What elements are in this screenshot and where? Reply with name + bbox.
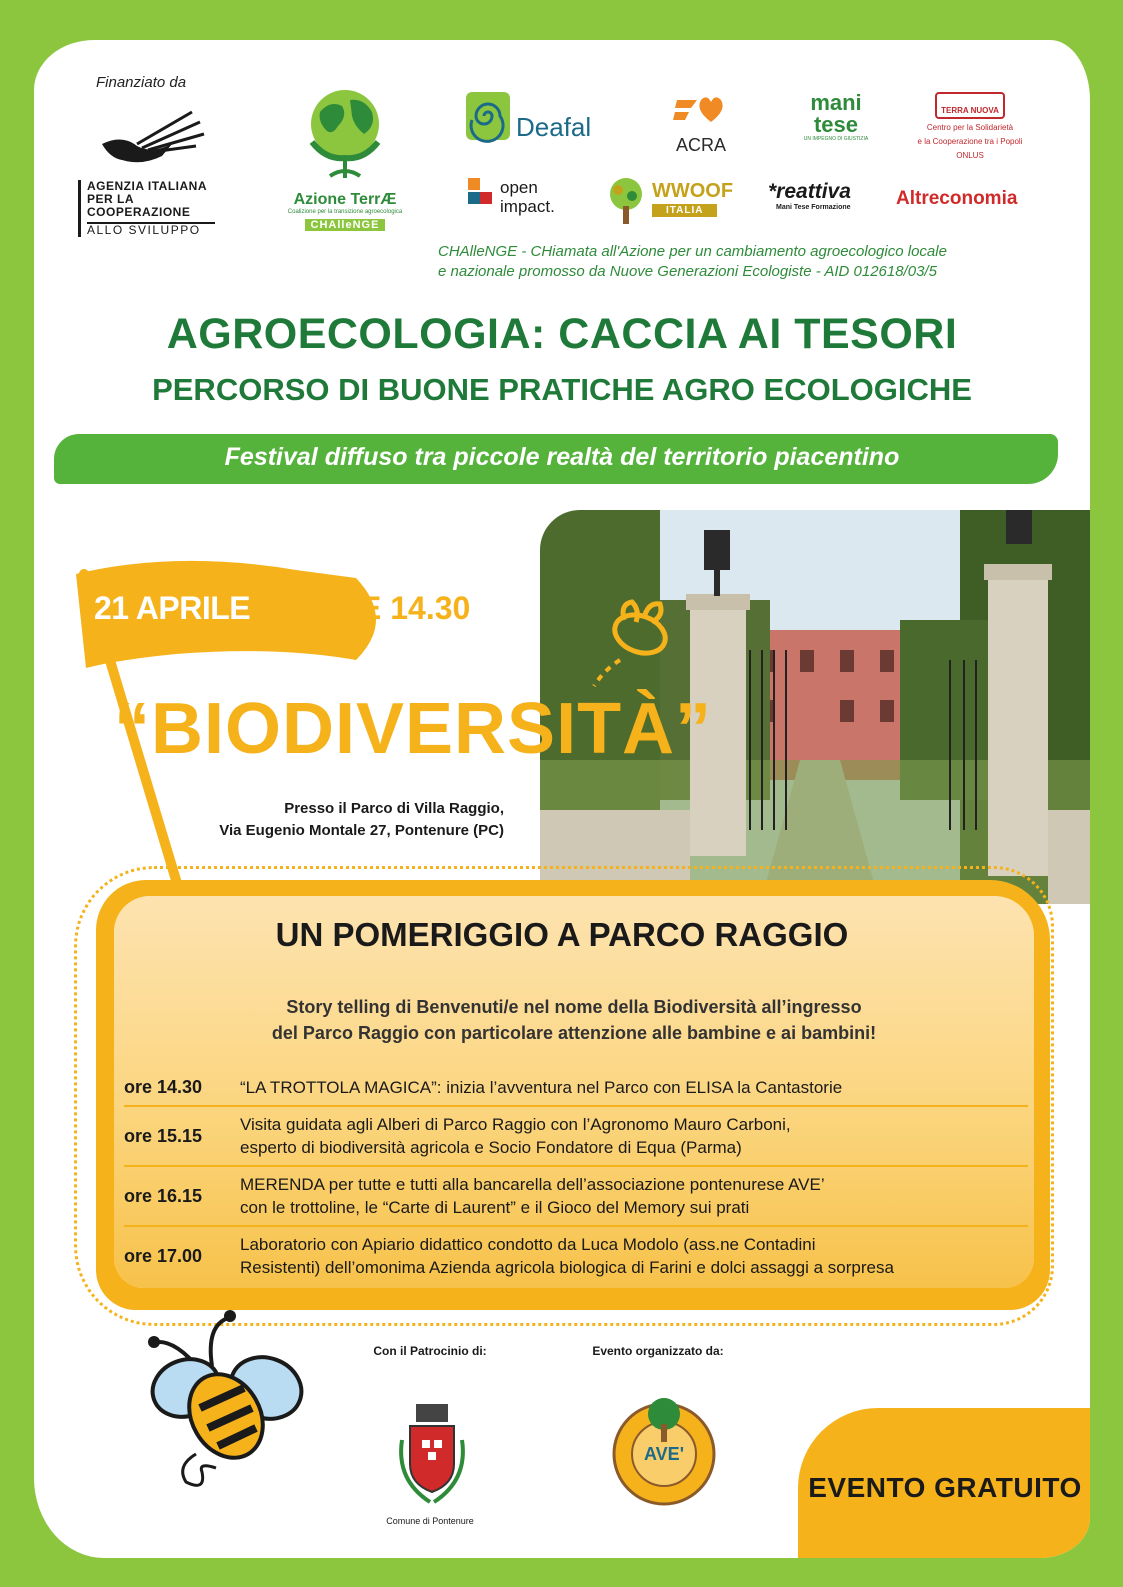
terranuova-line-1: Centro per la Solidarietà [926,123,1014,132]
schedule-desc-line-1: Visita guidata agli Alberi di Parco Raggio con l’Agronomo Mauro Carboni, [240,1115,791,1134]
acra-name: ACRA [675,135,726,155]
schedule-desc-line-1: “LA TROTTOLA MAGICA”: inizia l’avventura nel Parco con ELISA la Cantastorie [240,1078,843,1097]
schedule-time: ore 17.00 [124,1245,203,1266]
altreconomia-logo: Altreconomia [896,188,1018,209]
bee-icon [580,590,690,700]
main-title: AGROECOLOGIA: CACCIA AI TESORI [166,310,958,358]
reattiva-logo [768,180,878,211]
manitese-line-1: mani [810,90,862,115]
program-intro [154,994,994,1046]
openimpact-line-1: open [500,178,538,197]
schedule-row [124,1107,1028,1167]
schedule-desc [240,1233,1028,1279]
patrocinio-label: Con il Patrocinio di: [373,1344,487,1358]
terranuova-logo [890,92,1050,161]
terranuova-badge: TERRA NUOVA [935,92,1005,119]
challenge-note-line-2: e nazionale promosso da Nuove Generazioni Ecologiste - AID 012618/03/5 [438,263,937,280]
ave-text: AVE' [644,1444,684,1464]
wwoof-logo [604,176,754,226]
venue-line-2: Via Eugenio Montale 27, Pontenure (PC) [219,822,504,839]
schedule-desc [240,1076,1028,1099]
schedule-row [124,1227,1028,1285]
schedule-desc-line-1: Laboratorio con Apiario didattico condotto da Luca Modolo (ass.ne Contadini [240,1235,816,1254]
comune-label: Comune di Pontenure [386,1516,474,1526]
wwoof-tag: ITALIA [652,204,717,217]
program-intro-line-2: del Parco Raggio con particolare attenzione alle bambine e ai bambini! [271,1023,877,1043]
agency-line-2: PER LA COOPERAZIONE [87,192,191,219]
sub-title: PERCORSO DI BUONE PRATICHE AGRO ECOLOGICHE [152,372,972,407]
event-venue [164,798,504,842]
deafal-name: Deafal [516,112,592,142]
schedule-time: ore 14.30 [124,1077,203,1097]
schedule-desc-line-2: Resistenti) dell’omonima Azienda agricola biologica di Farini e dolci assaggi a sorpresa [240,1258,894,1277]
schedule-row [124,1070,1028,1107]
poster-sheet [34,40,1090,1558]
organized-label: Evento organizzato da: [592,1344,724,1358]
schedule-desc-line-1: MERENDA per tutte e tutti alla bancarella dell’associazione pontenurese AVE’ [240,1175,825,1194]
festival-text: Festival diffuso tra piccole realtà del territorio piacentino [224,443,900,471]
terrae-name: Azione TerrÆ [293,191,397,208]
manitese-subtitle: UN IMPEGNO DI GIUSTIZIA [803,136,869,142]
deafal-logo [464,90,624,150]
schedule-time: ore 16.15 [124,1185,203,1206]
program-title: UN POMERIGGIO A PARCO RAGGIO [275,916,849,953]
schedule-desc [240,1113,1028,1159]
schedule-row [124,1167,1028,1227]
venue-line-1: Presso il Parco di Villa Raggio, [284,800,504,817]
azione-terrae-logo [270,86,420,256]
ave-logo-icon [610,1394,718,1512]
openimpact-logo [464,176,584,220]
terrae-challenge: CHAlleNGE [305,219,386,231]
openimpact-name [500,178,555,216]
free-event-label: EVENTO GRATUITO [808,1472,1082,1503]
reattiva-subtitle: Mani Tese Formazione [776,204,851,211]
agency-line-3: ALLO SVILUPPO [87,223,201,237]
schedule-list [124,1070,1028,1285]
schedule-desc-line-2: esperto di biodiversità agricola e Socio Fondatore di Equa (Parma) [240,1138,742,1157]
squares-icon [464,176,494,212]
schedule-time: ore 15.15 [124,1125,203,1146]
agency-line-1: AGENZIA ITALIANA [87,179,207,193]
terranuova-line-3: ONLUS [956,151,984,160]
event-name: “BIODIVERSITÀ” [114,689,713,769]
terranuova-line-2: e la Cooperazione tra i Popoli [917,137,1023,146]
reattiva-name: *reattiva [768,180,851,203]
challenge-note [438,242,1078,282]
acra-logo [666,92,736,154]
spiral-icon [464,90,512,144]
event-time: ORE 14.30 [312,590,471,626]
globe-tree-icon [290,86,400,182]
wwoof-name: WWOOF [652,180,734,202]
schedule-desc [240,1173,1028,1219]
terrae-subtitle: Coalizione per la transizione agroecologica [287,209,403,215]
schedule-desc-line-2: con le trottoline, le “Carte di Laurent” e il Gioco del Memory sui prati [240,1198,750,1217]
agency-logo [78,180,228,237]
funded-by-label: Finanziato da [96,74,187,91]
heart-icon [671,92,731,128]
dove-icon [92,104,212,184]
manitese-line-2: tese [813,112,859,137]
program-intro-line-1: Story telling di Benvenuti/e nel nome della Biodiversità all’ingresso [286,997,862,1017]
challenge-note-line-1: CHAlleNGE - CHiamata all'Azione per un cambiamento agroecologico locale [438,243,947,260]
event-date: 21 APRILE [94,590,251,626]
comune-crest-icon [390,1400,474,1510]
openimpact-line-2: impact. [500,197,555,216]
bee-mascot-icon [116,1296,316,1496]
tree-icon [604,176,648,226]
manitese-logo [786,92,886,142]
